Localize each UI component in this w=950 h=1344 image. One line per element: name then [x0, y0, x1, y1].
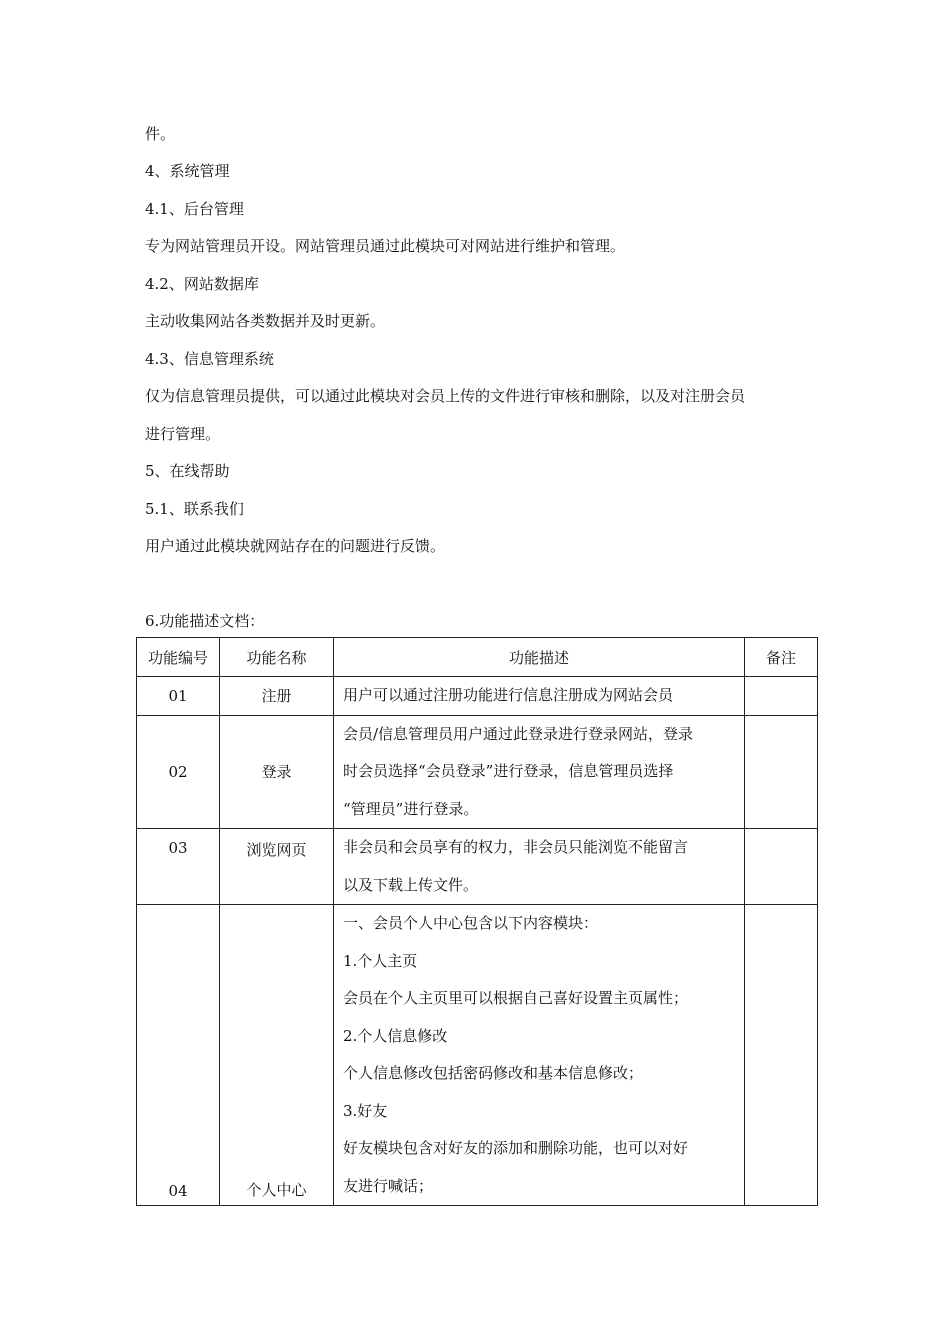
desc-line: 一、会员个人中心包含以下内容模块：	[343, 914, 599, 932]
note-cell	[745, 677, 818, 716]
desc-line: 会员在个人主页里可以根据自己喜好设置主页属性；	[343, 989, 689, 1007]
desc-line: 友进行喊话；	[343, 1176, 434, 1195]
function-id: 03	[137, 829, 220, 905]
header-cell: 备注	[745, 638, 818, 677]
desc-line: 2.个人信息修改	[343, 1026, 448, 1045]
paragraph: 进行管理。	[145, 425, 221, 443]
header-cell: 功能描述	[334, 638, 745, 677]
desc-line: 非会员和会员享有的权力，非会员只能浏览不能留言	[343, 838, 689, 856]
table-row	[137, 677, 818, 716]
desc-line: 3.好友	[343, 1101, 388, 1120]
function-id: 04	[137, 905, 220, 1206]
table-header-row	[137, 638, 818, 677]
desc-line: 时会员选择“会员登录”进行登录，信息管理员选择	[343, 762, 674, 780]
function-desc	[334, 677, 745, 716]
table-row	[137, 829, 818, 905]
function-name: 注册	[220, 677, 334, 716]
note-cell	[745, 715, 818, 829]
desc-line: 1.个人主页	[343, 951, 418, 970]
subsection-heading: 4.1、后台管理	[145, 200, 244, 218]
section-heading: 4、系统管理	[145, 162, 230, 180]
desc-line: 会员/信息管理员用户通过此登录进行登录网站，登录	[343, 724, 694, 743]
function-table	[136, 637, 818, 1206]
header-cell: 功能名称	[220, 638, 334, 677]
paragraph: 专为网站管理员开设。网站管理员通过此模块可对网站进行维护和管理。	[145, 237, 626, 255]
note-cell	[745, 829, 818, 905]
note-cell	[745, 905, 818, 1206]
function-name: 浏览网页	[220, 829, 334, 905]
desc-line: 用户可以通过注册功能进行信息注册成为网站会员	[343, 686, 674, 704]
desc-line: 以及下载上传文件。	[343, 875, 479, 894]
desc-line: 个人信息修改包括密码修改和基本信息修改；	[343, 1064, 644, 1082]
function-id: 02	[137, 715, 220, 829]
desc-line: 好友模块包含对好友的添加和删除功能，也可以对好	[343, 1139, 689, 1157]
subsection-heading: 5.1、联系我们	[145, 500, 244, 518]
header-cell: 功能编号	[137, 638, 220, 677]
table-caption: 6.功能描述文档：	[145, 612, 265, 630]
paragraph: 主动收集网站各类数据并及时更新。	[145, 312, 386, 330]
function-name: 登录	[220, 715, 334, 829]
function-desc	[334, 715, 745, 829]
function-name: 个人中心	[220, 905, 334, 1206]
subsection-heading: 4.3、信息管理系统	[145, 350, 274, 368]
function-desc	[334, 905, 745, 1206]
section-heading: 5、在线帮助	[145, 462, 230, 480]
table-row	[137, 905, 818, 1206]
paragraph: 仅为信息管理员提供，可以通过此模块对会员上传的文件进行审核和删除，以及对注册会员	[145, 387, 746, 405]
paragraph: 件。	[145, 125, 176, 143]
desc-line: “管理员”进行登录。	[343, 799, 479, 818]
function-id: 01	[137, 677, 220, 716]
paragraph: 用户通过此模块就网站存在的问题进行反馈。	[145, 537, 446, 555]
subsection-heading: 4.2、网站数据库	[145, 275, 259, 293]
table-row	[137, 715, 818, 829]
function-desc	[334, 829, 745, 905]
